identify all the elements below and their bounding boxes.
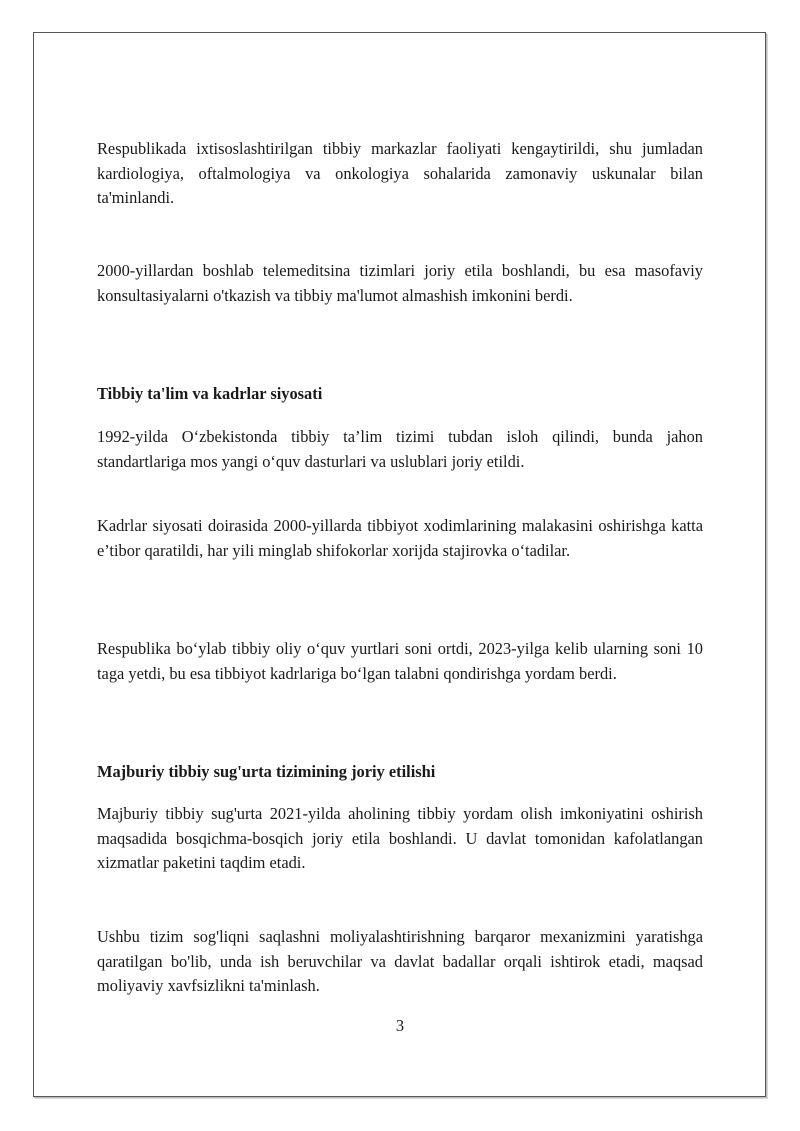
page-number: 3	[395, 1016, 405, 1035]
section-heading-health-insurance: Majburiy tibbiy sug'urta tizimining joriy etilishi	[97, 762, 436, 781]
paragraph-telemedicine: 2000-yillardan boshlab telemeditsina tizimlari joriy etila boshlandi, bu esa masofaviy konsultasiyalarni o'tkazish va tibbiy ma'lumot almashish imkonini berdi.	[97, 261, 703, 305]
paragraph-insurance-financing: Ushbu tizim sog'liqni saqlashni moliyalashtirishning barqaror mexanizmini yaratishga qaratilgan bo'lib, unda ish beruvchilar va davlat badallar orqali ishtirok etadi, maqsad moliyaviy xavfsizlikni ta'minlash.	[97, 927, 703, 995]
paragraph-personnel-policy: Kadrlar siyosati doirasida 2000-yillarda tibbiyot xodimlarining malakasini oshirishga katta e’tibor qaratildi, har yili minglab shifokorlar xorijda stajirovka o‘tadilar.	[97, 516, 703, 560]
paragraph-education-reform: 1992-yilda O‘zbekistonda tibbiy ta’lim tizimi tubdan isloh qilindi, bunda jahon standartlariga mos yangi o‘quv dasturlari va uslublari joriy etildi.	[97, 427, 703, 471]
paragraph-specialized-centers: Respublikada ixtisoslashtirilgan tibbiy markazlar faoliyati kengaytirildi, shu jumladan kardiologiya, oftalmologiya va onkologiya sohalarida zamonaviy uskunalar bilan ta'minlandi.	[97, 139, 703, 207]
paragraph-insurance-introduction: Majburiy tibbiy sug'urta 2021-yilda aholining tibbiy yordam olish imkoniyatini oshirish maqsadida bosqichma-bosqich joriy etila boshlandi. U davlat tomonidan kafolatlangan xizmatlar paketini taqdim etadi.	[97, 804, 703, 872]
section-heading-medical-education: Tibbiy ta'lim va kadrlar siyosati	[97, 384, 323, 403]
paragraph-medical-universities: Respublika bo‘ylab tibbiy oliy o‘quv yurtlari soni ortdi, 2023-yilga kelib ularning soni 10 taga yetdi, bu esa tibbiyot kadrlariga bo‘lgan talabni qondirishga yordam berdi.	[97, 639, 703, 683]
